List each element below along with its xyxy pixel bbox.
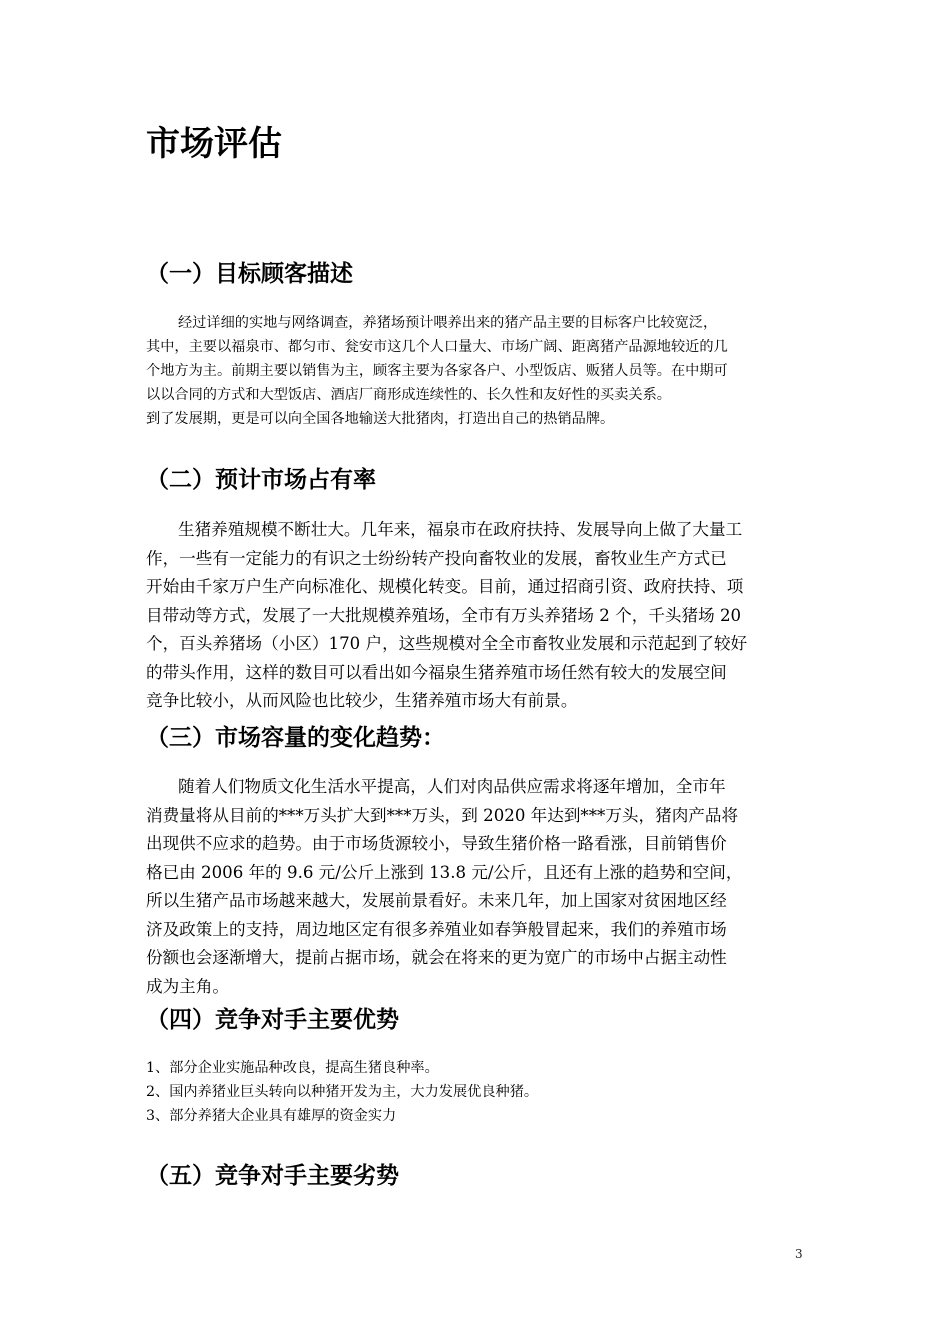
- section-heading-market-capacity-trend: （三）市场容量的变化趋势：: [146, 725, 445, 751]
- paragraph-line: 作，一些有一定能力的有识之士纷纷转产投向畜牧业的发展，畜牧业生产方式已: [146, 548, 727, 568]
- page-title: 市场评估: [146, 124, 282, 164]
- paragraph-line: 目带动等方式，发展了一大批规模养殖场，全市有万头养猪场 2 个，千头猪场 20: [146, 605, 742, 625]
- paragraph-line: 成为主角。: [146, 976, 229, 996]
- paragraph-line: 生猪养殖规模不断壮大。几年来，福泉市在政府扶持、发展导向上做了大量工: [178, 520, 743, 539]
- list-item: 2、国内养猪业巨头转向以种猪开发为主，大力发展优良种猪。: [146, 1084, 539, 1100]
- paragraph-line: 到了发展期，更是可以向全国各地输送大批猪肉，打造出自己的热销品牌。: [146, 411, 615, 427]
- paragraph-line: 出现供不应求的趋势。由于市场货源较小，导致生猪价格一路看涨，目前销售价: [146, 834, 727, 853]
- section-heading-market-share: （二）预计市场占有率: [146, 467, 376, 493]
- list-item: 3、部分养猪大企业具有雄厚的资金实力: [146, 1108, 397, 1124]
- section-paragraph-target-customers: [146, 311, 806, 431]
- paragraph-line: 随着人们物质文化生活水平提高，人们对肉品供应需求将逐年增加，全市年: [178, 777, 726, 796]
- section-paragraph-market-share: [146, 516, 806, 716]
- paragraph-line: 消费量将从目前的***万头扩大到***万头，到 2020 年达到***万头，猪肉产品将: [146, 805, 739, 825]
- section-heading-competitor-strengths: （四）竞争对手主要优势: [146, 1007, 399, 1033]
- paragraph-line: 个地方为主。前期主要以销售为主，顾客主要为各家各户、小型饭店、贩猪人员等。在中期可: [146, 363, 728, 379]
- list-item: 1、部分企业实施品种改良，提高生猪良种率。: [146, 1060, 439, 1076]
- paragraph-line: 以以合同的方式和大型饭店、酒店厂商形成连续性的、长久性和友好性的买卖关系。: [146, 387, 671, 403]
- paragraph-line: 经过详细的实地与网络调查，养猪场预计喂养出来的猪产品主要的目标客户比较宽泛，: [178, 315, 718, 331]
- paragraph-line: 济及政策上的支持，周边地区定有很多养殖业如春笋般冒起来，我们的养殖市场: [146, 919, 727, 939]
- section-heading-competitor-weaknesses: （五）竞争对手主要劣势: [146, 1163, 399, 1189]
- section-paragraph-market-capacity-trend: [146, 773, 806, 1001]
- paragraph-line: 其中，主要以福泉市、都匀市、瓮安市这几个人口量大、市场广阔、距离猪产品源地较近的几: [146, 339, 728, 355]
- competitor-strengths-list: [146, 1056, 806, 1128]
- paragraph-line: 的带头作用，这样的数目可以看出如今福泉生猪养殖市场任然有较大的发展空间: [146, 662, 727, 682]
- paragraph-line: 格已由 2006 年的 9.6 元/公斤上涨到 13.8 元/公斤，且还有上涨的趋势和空间，: [146, 862, 743, 882]
- paragraph-line: 个，百头养猪场（小区）170 户，这些规模对全全市畜牧业发展和示范起到了较好: [146, 634, 748, 653]
- paragraph-line: 份额也会逐渐增大，提前占据市场，就会在将来的更为宽广的市场中占据主动性: [146, 948, 727, 967]
- paragraph-line: 竞争比较小，从而风险也比较少，生猪养殖市场大有前景。: [146, 691, 578, 710]
- section-heading-target-customers: （一）目标顾客描述: [146, 261, 353, 287]
- page-number: 3: [795, 1247, 803, 1261]
- paragraph-line: 所以生猪产品市场越来越大，发展前景看好。未来几年，加上国家对贫困地区经: [146, 891, 727, 910]
- paragraph-line: 开始由千家万户生产向标准化、规模化转变。目前，通过招商引资、政府扶持、项: [146, 577, 744, 596]
